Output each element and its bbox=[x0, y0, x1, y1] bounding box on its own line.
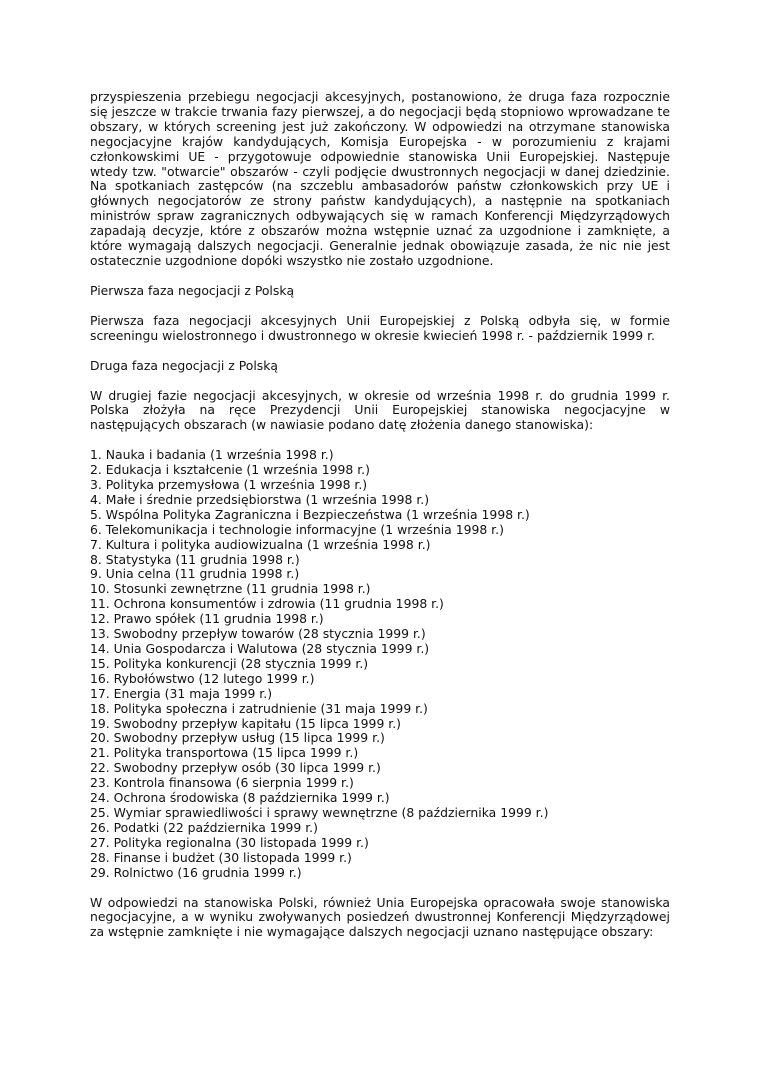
list-item: 2. Edukacja i kształcenie (1 września 1998 r.) bbox=[90, 462, 370, 478]
list-item: 8. Statystyka (11 grudnia 1998 r.) bbox=[90, 551, 300, 567]
list-item: 15. Polityka konkurencji (28 stycznia 1999 r.) bbox=[90, 655, 369, 671]
list-item: 21. Polityka transportowa (15 lipca 1999 r.) bbox=[90, 745, 359, 761]
list-item: 24. Ochrona środowiska (8 października 1999 r.) bbox=[90, 790, 390, 806]
list-item: 25. Wymiar sprawiedliwości i sprawy wewnętrzne (8 października 1999 r.) bbox=[90, 804, 549, 820]
list-item: 28. Finanse i budżet (30 listopada 1999 r.) bbox=[90, 849, 352, 865]
list-item: 6. Telekomunikacja i technologie informacyjne (1 września 1998 r.) bbox=[90, 521, 504, 537]
spacer bbox=[90, 344, 670, 359]
list-item: 22. Swobodny przepływ osób (30 lipca 1999 r.) bbox=[90, 760, 381, 776]
spacer bbox=[90, 374, 670, 389]
list-item: 7. Kultura i polityka audiowizualna (1 września 1998 r.) bbox=[90, 536, 431, 552]
list-item: 18. Polityka społeczna i zatrudnienie (31 maja 1999 r.) bbox=[90, 700, 428, 716]
negotiation-areas-list bbox=[90, 448, 670, 880]
list-item: 13. Swobodny przepływ towarów (28 stycznia 1999 r.) bbox=[90, 626, 426, 642]
spacer bbox=[90, 299, 670, 314]
spacer bbox=[90, 881, 670, 896]
phase2-paragraph: W drugiej fazie negocjacji akcesyjnych, w okresie od września 1998 r. do grudnia 1999 r. Polska złożyła na ręce Prezydencji Unii Europejskiej stanowiska negocjacyjne w następujących obszarach (w nawiasie podano datę złożenia danego stanowiska): bbox=[90, 387, 670, 433]
closing-paragraph: W odpowiedzi na stanowiska Polski, również Unia Europejska opracowała swoje stanowiska negocjacyjne, a w wyniku zwoływanych posiedzeń dwustronnej Konferencji Międzyrządowej za wstępnie zamknięte i nie wymagające dalszych negocjacji uznano następujące obszary: bbox=[90, 894, 670, 940]
list-item: 3. Polityka przemysłowa (1 września 1998 r.) bbox=[90, 477, 368, 493]
phase2-heading: Druga faza negocjacji z Polską bbox=[90, 357, 279, 373]
list-item: 29. Rolnictwo (16 grudnia 1999 r.) bbox=[90, 864, 302, 880]
list-item: 10. Stosunki zewnętrzne (11 grudnia 1998 r.) bbox=[90, 581, 371, 597]
list-item: 11. Ochrona konsumentów i zdrowia (11 grudnia 1998 r.) bbox=[90, 596, 444, 612]
list-item: 4. Małe i średnie przedsiębiorstwa (1 września 1998 r.) bbox=[90, 491, 430, 507]
list-item: 9. Unia celna (11 grudnia 1998 r.) bbox=[90, 566, 300, 582]
list-item: 27. Polityka regionalna (30 listopada 1999 r.) bbox=[90, 834, 369, 850]
list-item: 1. Nauka i badania (1 września 1998 r.) bbox=[90, 447, 334, 463]
spacer bbox=[90, 269, 670, 284]
document-page bbox=[90, 90, 670, 940]
list-item: 26. Podatki (22 października 1999 r.) bbox=[90, 819, 318, 835]
list-item: 19. Swobodny przepływ kapitału (15 lipca 1999 r.) bbox=[90, 715, 401, 731]
list-item: 5. Wspólna Polityka Zagraniczna i Bezpieczeństwa (1 września 1998 r.) bbox=[90, 506, 530, 522]
list-item: 23. Kontrola finansowa (6 sierpnia 1999 r.) bbox=[90, 775, 354, 791]
intro-paragraph: przyspieszenia przebiegu negocjacji akcesyjnych, postanowiono, że druga faza rozpocznie się jeszcze w trakcie trwania fazy pierwszej, a do negocjacji będą stopniowo wprowadzane te obszary, w których screening jest już zakończony. W odpowiedzi na otrzymane stanowiska negocjacyjne krajów kandydujących, Komisja Europejska - w porozumieniu z krajami członkowskimi UE - przygotowuje odpowiednie stanowiska Unii Europejskiej. Następuje wtedy tzw. "otwarcie" obszarów - czyli podjęcie dwustronnych negocjacji w danej dziedzinie. Na spotkaniach zastępców (na szczeblu ambasadorów państw członkowskich przy UE i głównych negocjatorów ze strony państw kandydujących), a następnie na spotkaniach ministrów spraw zagranicznych odbywających się w ramach Konferencji Międzyrządowych zapadają decyzje, które z obszarów można wstępnie uznać za uzgodnione i zamknięte, a które wymagają dalszych negocjacji. Generalnie jednak obowiązuje zasada, że nic nie jest ostatecznie uzgodnione dopóki wszystko nie zostało uzgodnione. bbox=[90, 89, 670, 268]
phase1-paragraph: Pierwsza faza negocjacji akcesyjnych Unii Europejskiej z Polską odbyła się, w formie screeningu wielostronnego i dwustronnego w okresie kwiecień 1998 r. - październik 1999 r. bbox=[90, 312, 670, 343]
phase1-heading: Pierwsza faza negocjacji z Polską bbox=[90, 282, 295, 298]
list-item: 14. Unia Gospodarcza i Walutowa (28 stycznia 1999 r.) bbox=[90, 641, 430, 656]
list-item: 17. Energia (31 maja 1999 r.) bbox=[90, 685, 273, 701]
spacer bbox=[90, 433, 670, 448]
list-item: 12. Prawo spółek (11 grudnia 1998 r.) bbox=[90, 611, 324, 627]
list-item: 16. Rybołówstwo (12 lutego 1999 r.) bbox=[90, 670, 315, 686]
list-item: 20. Swobodny przepływ usług (15 lipca 1999 r.) bbox=[90, 730, 385, 746]
